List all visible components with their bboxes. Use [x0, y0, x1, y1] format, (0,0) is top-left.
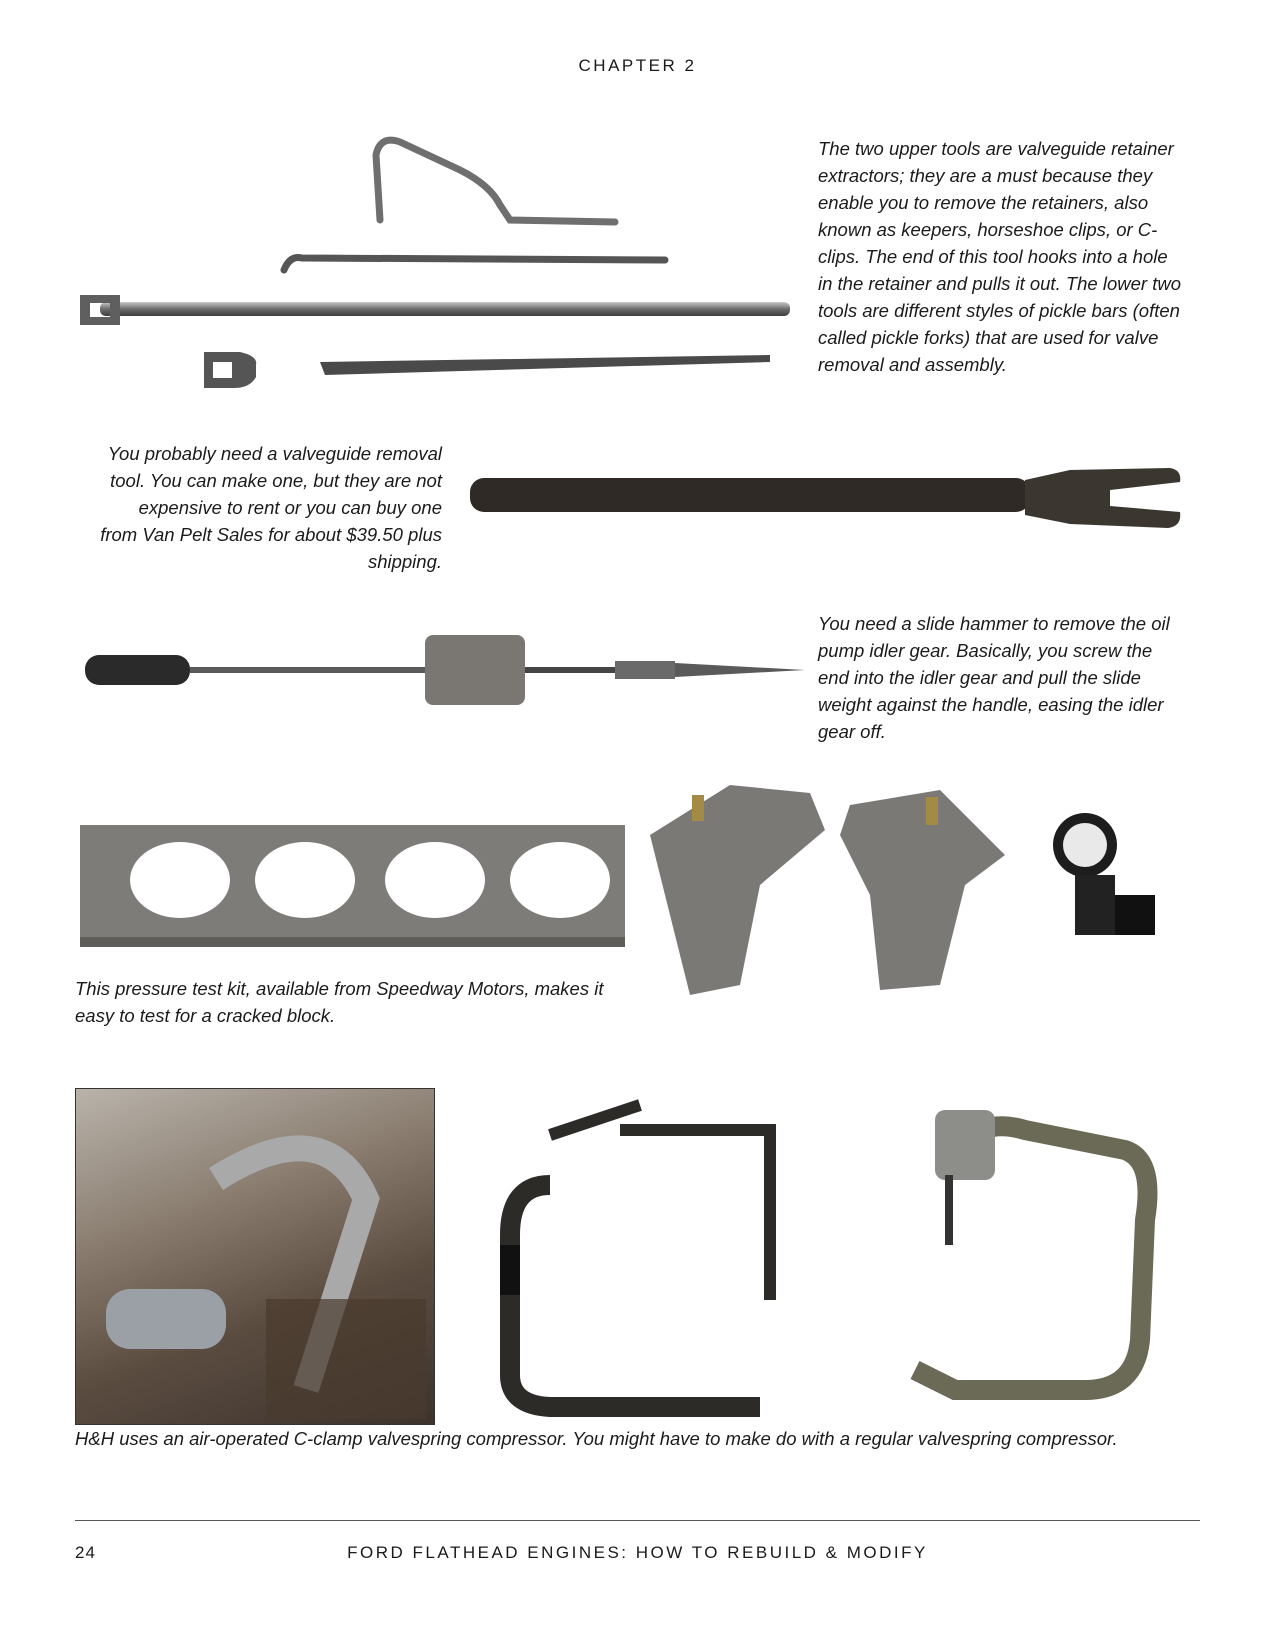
manual-compressor-photo — [470, 1085, 810, 1415]
pressure-plate-photo — [80, 825, 625, 950]
air-compressor-photo — [895, 1090, 1175, 1400]
book-title: FORD FLATHEAD ENGINES: HOW TO REBUILD & MODIFY — [347, 1543, 928, 1562]
pressure-gauge-photo — [1045, 805, 1185, 955]
manifold-plates-photo — [640, 775, 1020, 1005]
caption-guide-tool: You probably need a valveguide removal tool. You can make one, but they are not expensive to rent or you can buy one from Van Pelt Sales for about $39.50 plus shipping. — [100, 443, 442, 572]
page-number: 24 — [75, 1543, 96, 1562]
compressor-in-use-photo — [75, 1088, 435, 1425]
guide-removal-tool-photo — [470, 460, 1180, 540]
caption-pressure-kit: This pressure test kit, available from Speedway Motors, makes it easy to test for a cracked block. — [75, 978, 604, 1026]
chapter-header: CHAPTER 2 — [578, 56, 697, 75]
footer-rule — [75, 1520, 1200, 1521]
c-clamp-graphic — [76, 1089, 434, 1424]
caption-slide-hammer: You need a slide hammer to remove the oil pump idler gear. Basically, you screw the end into the idler gear and pull the slide weight against the handle, easing the idler gear off. — [818, 613, 1170, 742]
extractor-tools-photo — [80, 130, 810, 410]
slide-hammer-photo — [85, 625, 805, 715]
caption-compressor: H&H uses an air-operated C-clamp valvespring compressor. You might have to make do with a regular valvespring compressor. — [75, 1428, 1118, 1449]
caption-extractors: The two upper tools are valveguide retainer extractors; they are a must because they enable you to remove the retainers, also known as keepers, horseshoe clips, or C-clips. The end of this tool hooks into a hole in the retainer and pulls it out. The lower two tools are different styles of pickle bars (often called pickle forks) that are used for valve removal and assembly. — [818, 138, 1181, 375]
